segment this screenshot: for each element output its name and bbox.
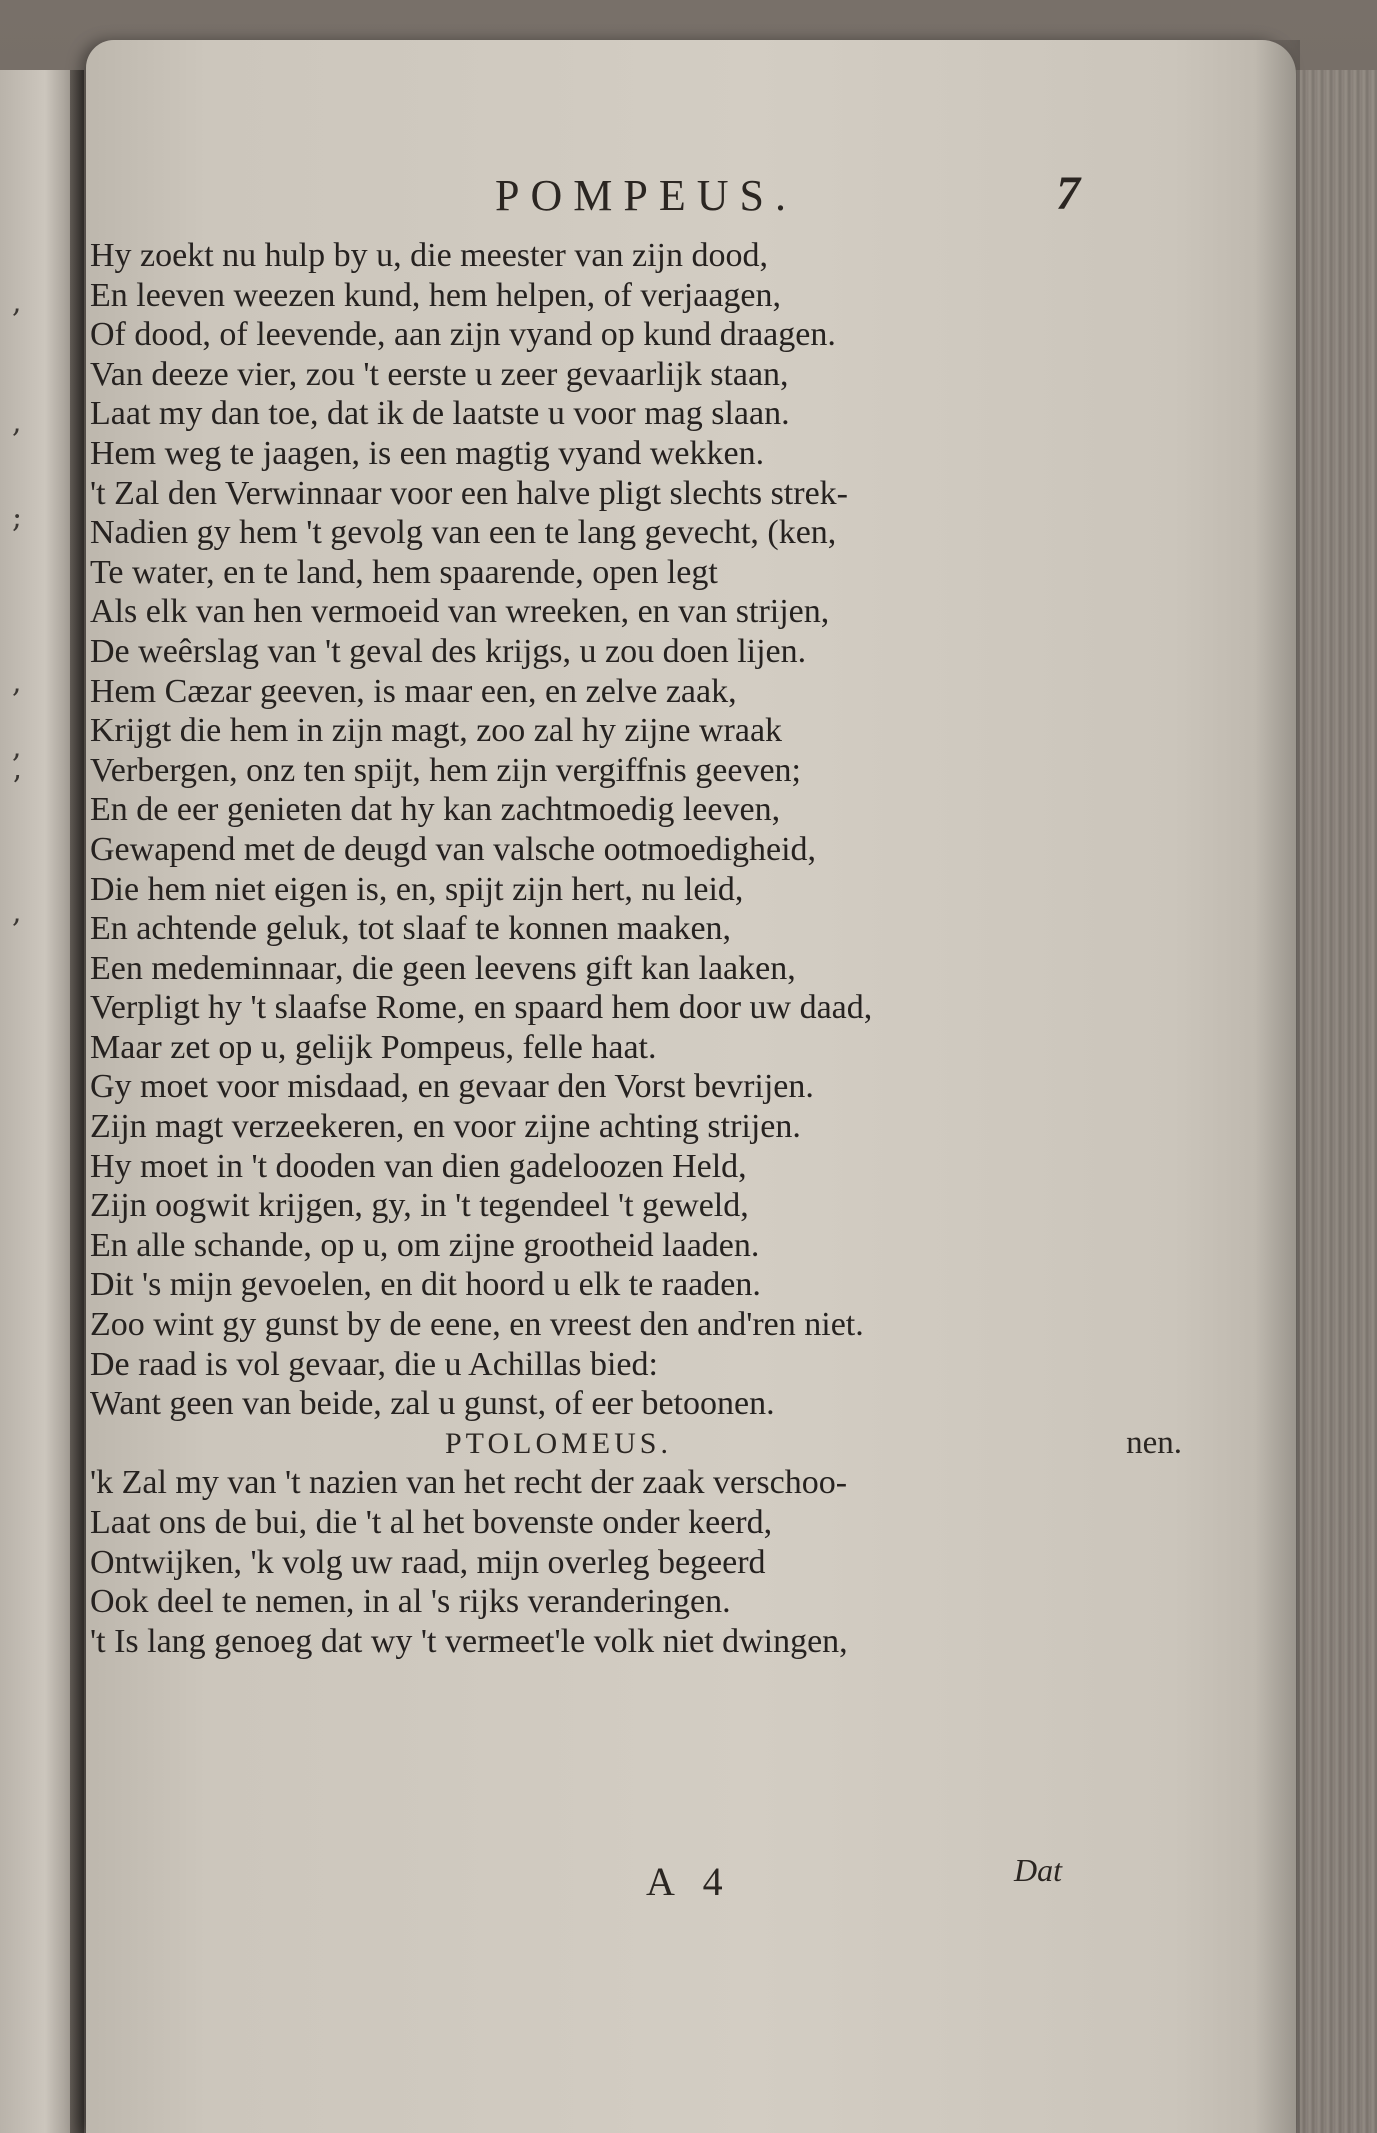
facing-mark: , bbox=[12, 730, 22, 765]
verse-line-text: 't Zal den Verwinnaar voor een halve pligt slechts strek- bbox=[90, 474, 848, 512]
verse-line bbox=[90, 949, 1190, 989]
verse-line-text: De raad is vol gevaar, die u Achillas bied: bbox=[90, 1345, 658, 1383]
verse-line-text: 'k Zal my van 't nazien van het recht der zaak verschoo- bbox=[90, 1464, 848, 1502]
verse-line-text: Hem Cæzar geeven, is maar een, en zelve zaak, bbox=[90, 672, 737, 710]
verse-line bbox=[90, 751, 1190, 791]
verse-line bbox=[90, 1582, 1190, 1622]
line-overflow: nen. bbox=[1126, 1424, 1182, 1461]
verse-line bbox=[90, 909, 1190, 949]
page-header bbox=[86, 167, 1296, 240]
verse-line bbox=[90, 1028, 1190, 1068]
signature-mark: A 4 bbox=[646, 1859, 733, 1904]
verse-text bbox=[90, 236, 1190, 1661]
verse-line-text: Hy zoekt nu hulp by u, die meester van zijn dood, bbox=[90, 237, 768, 274]
verse-line-text: Verpligt hy 't slaafse Rome, en spaard hem door uw daad, bbox=[90, 989, 873, 1027]
verse-line-text: Laat my dan toe, dat ik de laatste u voor mag slaan. bbox=[90, 395, 790, 433]
verse-line bbox=[90, 1622, 1190, 1662]
verse-line-text: Hem weg te jaagen, is een magtig vyand wekken. bbox=[90, 434, 765, 472]
verse-line-text: Maar zet op u, gelijk Pompeus, felle haat. bbox=[90, 1028, 657, 1066]
verse-line bbox=[90, 1503, 1190, 1543]
verse-line bbox=[90, 830, 1190, 870]
verse-line-text: Nadien gy hem 't gevolg van een te lang gevecht, (ken, bbox=[90, 514, 837, 552]
verse-line bbox=[90, 1067, 1190, 1107]
verse-line-text: Of dood, of leevende, aan zijn vyand op kund draagen. bbox=[90, 316, 836, 354]
verse-line bbox=[90, 870, 1190, 910]
verse-line-text: Ontwijken, 'k volg uw raad, mijn overleg begeerd bbox=[90, 1543, 766, 1581]
verse-line bbox=[90, 632, 1190, 672]
verse-line bbox=[90, 513, 1190, 553]
verse-line-text: Een medeminnaar, die geen leevens gift kan laaken, bbox=[90, 949, 796, 987]
verse-line bbox=[90, 790, 1190, 830]
verse-line-text: Die hem niet eigen is, en, spijt zijn hert, nu leid, bbox=[90, 870, 744, 908]
verse-line bbox=[90, 988, 1190, 1028]
verse-line-text: Als elk van hen vermoeid van wreeken, en van strijen, bbox=[90, 593, 830, 631]
verse-line bbox=[90, 236, 1190, 276]
verse-line bbox=[90, 1384, 1190, 1424]
verse-line bbox=[90, 1265, 1190, 1305]
facing-page-marks bbox=[0, 0, 60, 2133]
verse-line-text: Krijgt die hem in zijn magt, zoo zal hy zijne wraak bbox=[90, 712, 783, 750]
verse-line bbox=[90, 1345, 1190, 1385]
running-title: POMPEUS. bbox=[495, 171, 797, 220]
verse-line-text: Verbergen, onz ten spijt, hem zijn vergiffnis geeven; bbox=[90, 751, 801, 789]
verse-line bbox=[90, 355, 1190, 395]
facing-mark: , bbox=[12, 895, 22, 930]
page-shadow bbox=[1255, 40, 1300, 2133]
verse-line-text: Te water, en te land, hem spaarende, open legt bbox=[90, 553, 718, 591]
facing-mark: , bbox=[12, 405, 22, 440]
page-number: 7 bbox=[1056, 167, 1080, 220]
facing-mark: ’ bbox=[12, 770, 22, 805]
speaker-name: PTOLOMEUS. bbox=[445, 1426, 672, 1460]
verse-line-text: Ook deel te nemen, in al 's rijks veranderingen. bbox=[90, 1583, 731, 1621]
verse-line bbox=[90, 553, 1190, 593]
verse-line-text: Zoo wint gy gunst by de eene, en vreest den and'ren niet. bbox=[90, 1306, 864, 1344]
verse-line-text: Zijn oogwit krijgen, gy, in 't tegendeel 't geweld, bbox=[90, 1187, 749, 1225]
verse-line-text: En achtende geluk, tot slaaf te konnen maaken, bbox=[90, 910, 732, 948]
facing-mark: ; bbox=[12, 500, 23, 535]
verse-line bbox=[90, 394, 1190, 434]
facing-mark: , bbox=[12, 285, 22, 320]
verse-line bbox=[90, 1226, 1190, 1266]
book-gutter bbox=[70, 70, 84, 2133]
verse-line-text: En leeven weezen kund, hem helpen, of verjaagen, bbox=[90, 276, 782, 314]
verse-line bbox=[90, 1186, 1190, 1226]
verse-line-text: Laat ons de bui, die 't al het bovenste onder keerd, bbox=[90, 1504, 773, 1541]
verse-line bbox=[90, 1463, 1190, 1503]
verse-line-text: Gy moet voor misdaad, en gevaar den Vorst bevrijen. bbox=[90, 1068, 814, 1106]
verse-line-text: Want geen van beide, zal u gunst, of eer betoonen. bbox=[90, 1385, 775, 1423]
verse-line-text: Dit 's mijn gevoelen, en dit hoord u elk te raaden. bbox=[90, 1266, 761, 1304]
verse-line bbox=[90, 672, 1190, 712]
verse-line bbox=[90, 315, 1190, 355]
verse-line bbox=[90, 474, 1190, 514]
verse-line bbox=[90, 434, 1190, 474]
verse-line-text: Gewapend met de deugd van valsche ootmoedigheid, bbox=[90, 830, 817, 868]
verse-line-text: De weêrslag van 't geval des krijgs, u zou doen lijen. bbox=[90, 632, 807, 670]
verse-line bbox=[90, 592, 1190, 632]
verse-line bbox=[90, 1543, 1190, 1583]
verse-line-text: En alle schande, op u, om zijne grootheid laaden. bbox=[90, 1226, 760, 1264]
verse-line bbox=[90, 1107, 1190, 1147]
verse-line-text: Hy moet in 't dooden van dien gadeloozen Held, bbox=[90, 1147, 747, 1185]
page-footer bbox=[86, 1852, 1296, 1918]
speaker-heading bbox=[90, 1424, 1190, 1464]
verse-line-text: Zijn magt verzeekeren, en voor zijne achting strijen. bbox=[90, 1108, 801, 1146]
verse-line-text: 't Is lang genoeg dat wy 't vermeet'le volk niet dwingen, bbox=[90, 1622, 848, 1660]
verse-line-text: En de eer genieten dat hy kan zachtmoedig leeven, bbox=[90, 791, 781, 829]
facing-mark: , bbox=[12, 665, 22, 700]
verse-line bbox=[90, 1147, 1190, 1187]
verse-line bbox=[90, 1305, 1190, 1345]
catchword: Dat bbox=[1014, 1852, 1062, 1888]
verse-line-text: Van deeze vier, zou 't eerste u zeer gevaarlijk staan, bbox=[90, 355, 789, 393]
verse-line bbox=[90, 711, 1190, 751]
verse-line bbox=[90, 276, 1190, 316]
